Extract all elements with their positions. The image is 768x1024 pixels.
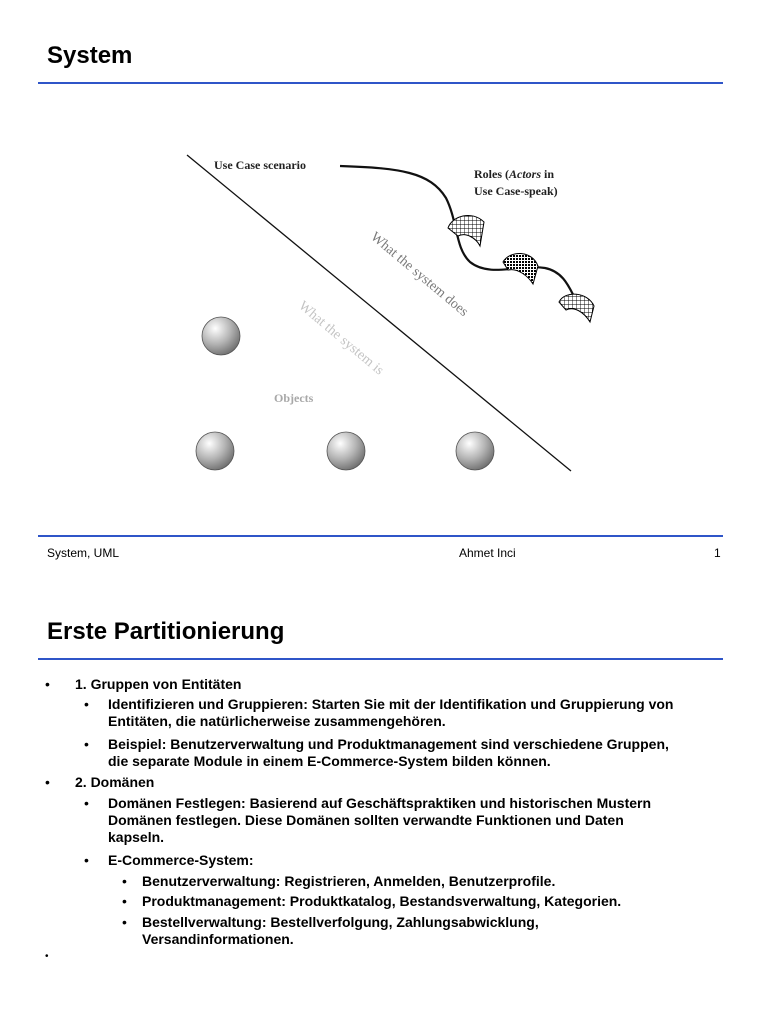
list-item: Benutzerverwaltung: Registrieren, Anmelden, Benutzerprofile.	[142, 873, 556, 889]
actor-3-icon	[559, 294, 594, 322]
bullet-dot: •	[122, 873, 127, 889]
object-ball-1	[202, 317, 240, 355]
bullet-dot: •	[84, 795, 89, 811]
list-item: Identifizieren und Gruppieren: Starten Sie mit der Identifikation und Gruppierung von Entitäten, die natürlicherweise zusammengehören.	[108, 696, 674, 729]
list-item: E-Commerce-System:	[108, 852, 254, 868]
bullet-dot: •	[122, 893, 127, 909]
objects-label: Objects	[274, 391, 314, 405]
footer-rule	[38, 535, 723, 537]
bullet-dot: •	[45, 951, 49, 962]
object-ball-3	[327, 432, 365, 470]
list-item: Bestellverwaltung: Bestellverfolgung, Zahlungsabwicklung, Versandinformationen.	[142, 914, 539, 947]
bullet-dot: •	[84, 696, 89, 712]
what-system-does-label: What the system does	[367, 229, 471, 320]
footer-author: Ahmet Inci	[459, 546, 516, 560]
list-item: 2. Domänen	[75, 774, 155, 790]
slide2-title-rule	[38, 658, 723, 660]
bullet-dot: •	[84, 736, 89, 752]
list-item: Produktmanagement: Produktkatalog, Bestandsverwaltung, Kategorien.	[142, 893, 622, 909]
system-boundary-line	[187, 155, 571, 471]
object-ball-2	[196, 432, 234, 470]
list-item: 1. Gruppen von Entitäten	[75, 676, 242, 692]
roles-label-line1: Roles (Actors in	[474, 167, 555, 181]
object-ball-4	[456, 432, 494, 470]
use-case-label: Use Case scenario	[214, 158, 306, 172]
actor-1-icon	[448, 215, 484, 246]
footer-left: System, UML	[47, 546, 120, 560]
slide1-title: System	[47, 42, 133, 69]
actor-2-icon	[503, 253, 538, 284]
what-system-is-label: What the system is	[295, 298, 387, 379]
list-item: Domänen Festlegen: Basierend auf Geschäftspraktiken und historischen Mustern Domänen festlegen. Diese Domänen sollten verwandte Funktionen und Daten kapseln.	[108, 795, 652, 845]
roles-label-line2: Use Case-speak)	[474, 184, 558, 198]
bullet-dot: •	[122, 914, 127, 930]
bullet-dot: •	[45, 676, 50, 692]
list-item: Beispiel: Benutzerverwaltung und Produktmanagement sind verschiedene Gruppen, die separate Module in einem E-Commerce-System bilden können.	[108, 736, 669, 769]
bullet-dot: •	[84, 852, 89, 868]
page-number: 1	[714, 546, 721, 560]
bullet-dot: •	[45, 774, 50, 790]
slide2-title: Erste Partitionierung	[47, 618, 285, 645]
